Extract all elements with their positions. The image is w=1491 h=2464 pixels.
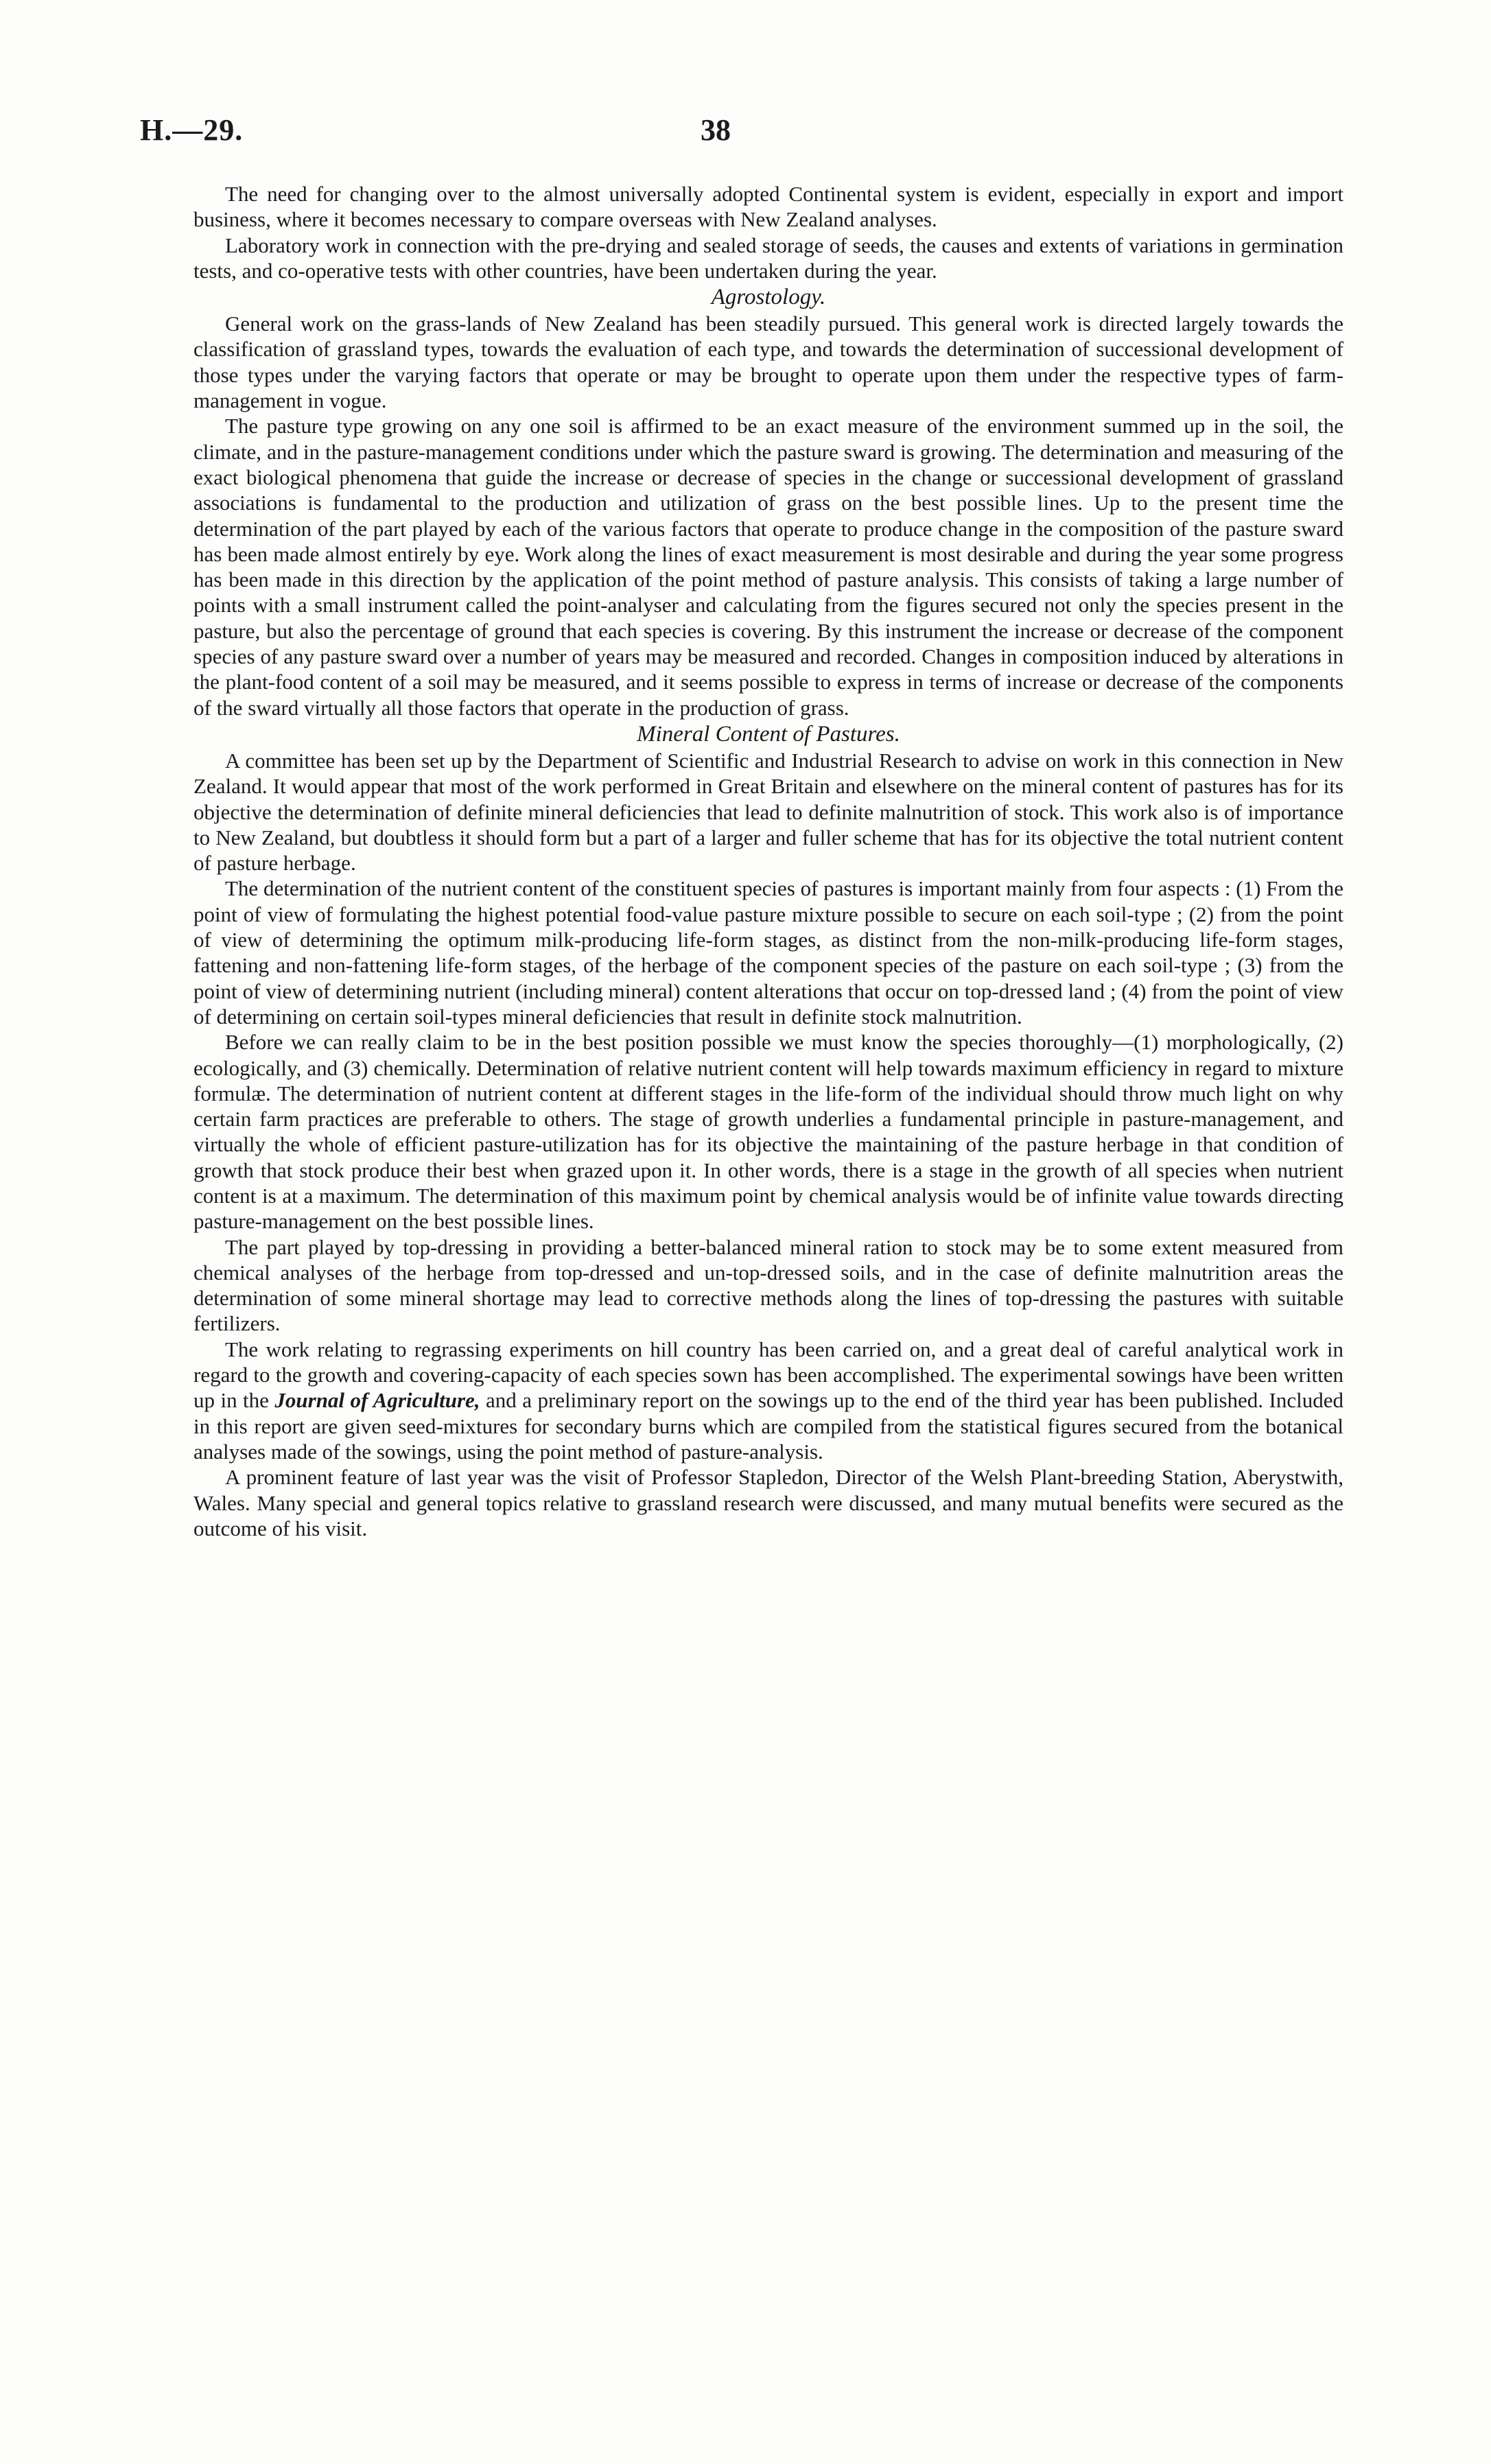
mineral-paragraph-2: The determination of the nutrient content of the constituent species of pastures is important mainly from four aspects : (1) From the point of view of formulating the highest potential food-value pasture mixture possible to secure on each soil-type ; (2) from the point of view of determining the optimum milk-producing life-form stages, as distinct from the non-milk-producing life-form stages, fattening and non-fattening life-form stages, of the herbage of the component species of the pasture on each soil-type ; (3) from the point of view of determining nutrient (including mineral) content alterations that occur on top-dressed land ; (4) from the point of view of determining on certain soil-types mineral deficiencies that result in definite stock malnutrition.	[193, 876, 1343, 1029]
mineral-paragraph-1: A committee has been set up by the Department of Scientific and Industrial Research to advise on work in this connection in New Zealand. It would appear that most of the work performed in Great Britain and elsewhere on the mineral content of pastures has for its objective the determination of definite mineral deficiencies that lead to definite malnutrition of stock. This work also is of importance to New Zealand, but doubtless it should form but a part of a larger and fuller scheme that has for its objective the total nutrient content of pasture herbage.	[193, 748, 1343, 876]
mineral-paragraph-5	[193, 1337, 1343, 1464]
mineral-paragraph-4: The part played by top-dressing in providing a better-balanced mineral ration to stock may be to some extent measured from chemical analyses of the herbage from top-dressed and un-top-dressed soils, and in the case of definite malnutrition areas the determination of some mineral shortage may lead to corrective methods along the lines of top-dressing the pastures with suitable fertilizers.	[193, 1234, 1343, 1336]
section-heading-agrostology: Agrostology.	[711, 285, 826, 310]
document-reference: H.—29.	[140, 113, 244, 147]
section-heading-mineral-content: Mineral Content of Pastures.	[637, 721, 900, 747]
mineral-paragraph-3: Before we can really claim to be in the best position possible we must know the species thoroughly—(1) morphologically, (2) ecologically, and (3) chemically. Determination of relative nutrient content will help towards maximum efficiency in regard to mixture formulæ. The determination of nutrient content at different stages in the life-form of the individual should throw much light on why certain farm practices are preferable to others. The stage of growth underlies a fundamental principle in pasture-management, and virtually the whole of efficient pasture-utilization has for its objective the maintaining of the pasture herbage in that condition of growth that stock produce their best when grazed upon it. In other words, there is a stage in the growth of all species when nutrient content is at a maximum. The determination of this maximum point by chemical analysis would be of infinite value towards directing pasture-management on the best possible lines.	[193, 1030, 1343, 1234]
page-header	[140, 113, 1348, 154]
intro-paragraph-1: The need for changing over to the almost universally adopted Continental system is evident, especially in export and import business, where it becomes necessary to compare overseas with New Zealand analyses.	[193, 182, 1343, 232]
mineral-paragraph-5-start: The work relating to regrassing experiments on hill country has been carried on, and a great deal of careful analytical work in regard to the growth and covering-capacity of each species sown has been accomplished. The experimental sowings have been written up in the	[193, 1337, 1343, 1413]
mineral-paragraph-6: A prominent feature of last year was the visit of Professor Stapledon, Director of the Welsh Plant-breeding Station, Aberystwith, Wales. Many special and general topics relative to grassland research were discussed, and many mutual benefits were secured as the outcome of his visit.	[193, 1465, 1343, 1540]
agrostology-paragraph-2: The pasture type growing on any one soil is affirmed to be an exact measure of the environment summed up in the soil, the climate, and in the pasture-management conditions under which the pasture sward is growing. The determination and measuring of the exact biological phenomena that guide the increase or decrease of species in the change or successional development of grassland associations is fundamental to the production and utilization of grass on the best possible lines. Up to the present time the determination of the part played by each of the various factors that operate to produce change in the composition of the pasture sward has been made almost entirely by eye. Work along the lines of exact measurement is most desirable and during the year some progress has been made in this direction by the application of the point method of pasture analysis. This consists of taking a large number of points with a small instrument called the point-analyser and calculating from the figures secured not only the species present in the pasture, but also the percentage of ground that each species is covering. By this instrument the increase or decrease of the component species of any pasture sward over a number of years may be measured and recorded. Changes in composition induced by alterations in the plant-food content of a soil may be measured, and it seems possible to express in terms of increase or decrease of the components of the sward virtually all those factors that operate in the production of grass.	[193, 414, 1343, 720]
mineral-paragraph-5-end: and a preliminary report on the sowings up to the end of the third year has been published. Included in this report are given seed-mixtures for secondary burns which are compiled from the statistical figures secured from the botanical analyses made of the sowings, using the point method of pasture-analysis.	[193, 1388, 1343, 1464]
agrostology-paragraph-1: General work on the grass-lands of New Zealand has been steadily pursued. This general work is directed largely towards the classification of grassland types, towards the evaluation of each type, and towards the determination of successional development of those types under the varying factors that operate or may be brought to operate upon them under the respective types of farm-management in vogue.	[193, 312, 1343, 413]
body-text	[193, 181, 1343, 1541]
page-number: 38	[701, 113, 731, 147]
journal-title: Journal of Agriculture,	[274, 1388, 480, 1413]
intro-paragraph-2: Laboratory work in connection with the pre-drying and sealed storage of seeds, the causes and extents of variations in germination tests, and co-operative tests with other countries, have been undertaken during the year.	[193, 233, 1343, 283]
